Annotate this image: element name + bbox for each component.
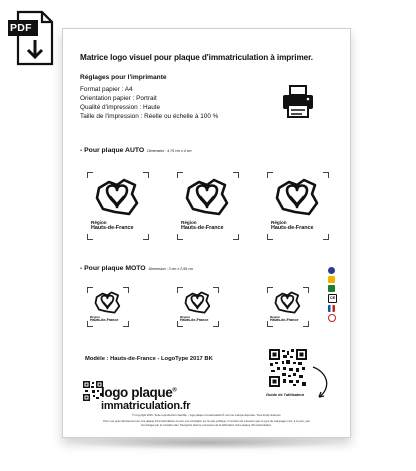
setting-quality: Qualité d'impression : Haute	[80, 104, 161, 111]
region-label: Région Hauts-de-France	[181, 220, 224, 231]
setting-paper-format: Format papier : A4	[80, 86, 133, 93]
settings-heading: Réglages pour l'imprimante	[80, 74, 167, 81]
region-map-icon	[273, 290, 303, 315]
warning-icon	[328, 276, 335, 283]
copyright-notice: © Copyright 2025. Toute reproduction interdite – logo plaque immatriculation® est une marque déposée. Tous droits réservés.	[131, 414, 282, 417]
auto-logo-tile	[267, 172, 329, 240]
model-name: Modèle : Hauts-de-France - LogoType 2017 BK	[85, 356, 213, 362]
region-map-icon	[93, 176, 143, 218]
printer-icon	[281, 84, 315, 120]
registered-mark: ®	[172, 387, 177, 394]
certification-icons	[328, 267, 338, 324]
region-map-icon	[183, 290, 213, 315]
auto-logo-tile	[177, 172, 239, 240]
moto-logo-tile	[87, 287, 129, 327]
pdf-label: PDF	[10, 22, 32, 34]
moto-logo-tile	[177, 287, 219, 327]
sheet-title: Matrice logo visuel pour plaque d'immatriculation à imprimer.	[80, 53, 313, 62]
user-guide-label: Guide de l'utilisateur	[266, 392, 305, 397]
moto-section-heading	[80, 265, 193, 272]
pdf-file-icon[interactable]	[8, 10, 54, 66]
auto-logo-tile	[87, 172, 149, 240]
setting-orientation: Orientation papier : Portrait	[80, 95, 157, 102]
sheet-shadow	[70, 436, 342, 450]
curved-arrow-icon	[309, 363, 333, 401]
setting-scale: Taille de l'impression : Réelle ou échelle à 100 %	[80, 113, 219, 120]
region-label: Région Hauts-de-France	[90, 315, 119, 323]
auto-heading-text: - Pour plaque AUTO	[80, 147, 145, 154]
brand-qr-code	[83, 381, 103, 406]
badge-icon	[328, 267, 335, 274]
region-map-icon	[273, 176, 323, 218]
moto-dimension: Dimension : 3 cm x 2,55 cm	[148, 267, 193, 271]
region-map-icon	[183, 176, 233, 218]
moto-logo-tile	[267, 287, 309, 327]
ce-icon: CE	[328, 294, 337, 303]
brand-domain: immatriculation.fr	[101, 400, 191, 412]
brand-line1: logo plaque	[101, 385, 173, 400]
legal-notice-line2: homologué par le ministère des Transports dans le processus de la fabrication d'une plaque d'immatriculation.	[141, 424, 272, 427]
region-label: Région Hauts-de-France	[91, 220, 134, 231]
auto-section-heading	[80, 147, 192, 154]
region-label: Région Hauts-de-France	[271, 220, 314, 231]
legal-notice-line1: Pour une pose directement sur une plaque d'immatriculation et pour une circulation sur la voie publique, il convient de s'assurer que ce type de marquage n'est, à ce jour, pas	[103, 420, 310, 423]
printable-sheet	[62, 28, 351, 438]
region-label: Région Hauts-de-France	[180, 315, 209, 323]
moto-heading-text: - Pour plaque MOTO	[80, 265, 146, 272]
region-map-icon	[93, 290, 123, 315]
region-label: Région Hauts-de-France	[270, 315, 299, 323]
auto-dimension: Dimension : 4,75 cm x 4 cm	[147, 149, 192, 153]
eco-icon	[328, 285, 335, 292]
brand-name	[101, 385, 176, 400]
prohibited-icon	[328, 314, 336, 322]
user-guide-qr-code[interactable]	[269, 349, 307, 392]
flag-icon	[328, 305, 335, 312]
